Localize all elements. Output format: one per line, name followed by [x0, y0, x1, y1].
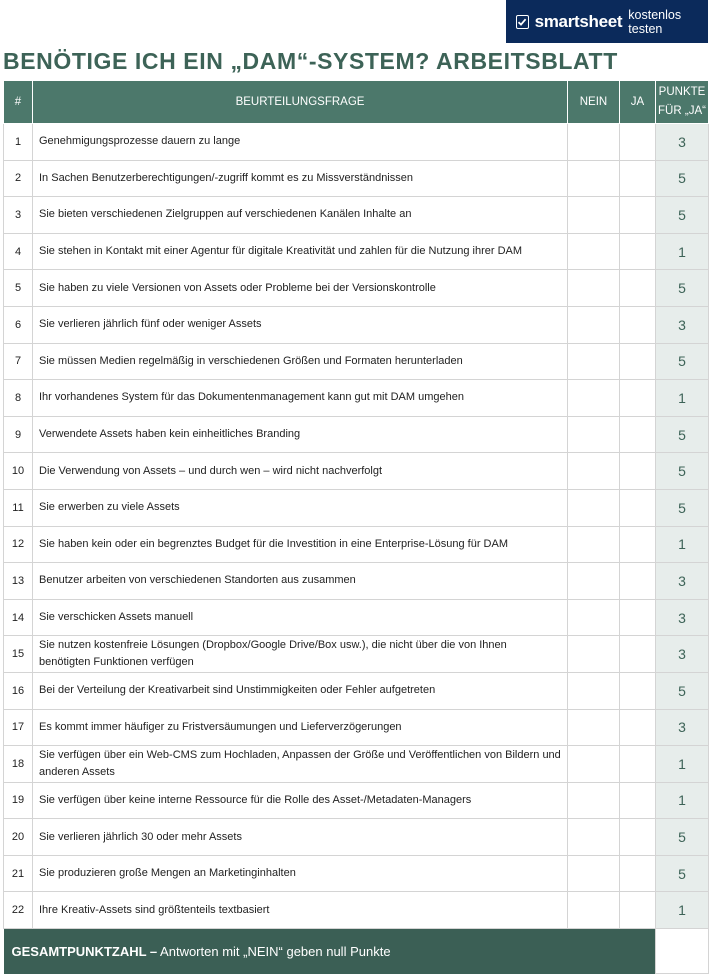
row-points: 5: [656, 489, 709, 526]
row-number: 18: [4, 746, 33, 783]
row-number: 13: [4, 563, 33, 600]
table-row: [4, 855, 709, 892]
row-number: 11: [4, 489, 33, 526]
table-header-row: [4, 81, 709, 124]
row-points: 1: [656, 782, 709, 819]
table-row: [4, 746, 709, 783]
no-answer-cell[interactable]: [568, 453, 620, 490]
row-question: Sie verfügen über keine interne Ressource für die Rolle des Asset-/Metadaten-Managers: [33, 782, 568, 819]
yes-answer-cell[interactable]: [620, 819, 656, 856]
yes-answer-cell[interactable]: [620, 892, 656, 929]
row-number: 1: [4, 124, 33, 161]
row-points: 5: [656, 416, 709, 453]
row-number: 19: [4, 782, 33, 819]
yes-answer-cell[interactable]: [620, 563, 656, 600]
row-question: Bei der Verteilung der Kreativarbeit sind Unstimmigkeiten oder Fehler aufgetreten: [33, 672, 568, 709]
yes-answer-cell[interactable]: [620, 197, 656, 234]
row-question: Ihr vorhandenes System für das Dokumentenmanagement kann gut mit DAM umgehen: [33, 380, 568, 417]
no-answer-cell[interactable]: [568, 124, 620, 161]
row-number: 17: [4, 709, 33, 746]
row-question: Benutzer arbeiten von verschiedenen Standorten aus zusammen: [33, 563, 568, 600]
row-question: Die Verwendung von Assets – und durch wen – wird nicht nachverfolgt: [33, 453, 568, 490]
header-points-line2: FÜR „JA“: [658, 105, 706, 117]
table-row: [4, 233, 709, 270]
row-number: 20: [4, 819, 33, 856]
table-row: [4, 380, 709, 417]
yes-answer-cell[interactable]: [620, 636, 656, 673]
row-question: In Sachen Benutzerberechtigungen/-zugriff kommt es zu Missverständnissen: [33, 160, 568, 197]
header-no: NEIN: [568, 81, 620, 124]
row-points: 1: [656, 233, 709, 270]
yes-answer-cell[interactable]: [620, 709, 656, 746]
row-number: 8: [4, 380, 33, 417]
yes-answer-cell[interactable]: [620, 124, 656, 161]
no-answer-cell[interactable]: [568, 855, 620, 892]
header-points-line1: PUNKTE: [658, 86, 706, 98]
yes-answer-cell[interactable]: [620, 599, 656, 636]
no-answer-cell[interactable]: [568, 526, 620, 563]
assessment-table: [3, 80, 709, 974]
row-number: 21: [4, 855, 33, 892]
row-question: Sie erwerben zu viele Assets: [33, 489, 568, 526]
row-points: 5: [656, 160, 709, 197]
row-question: Sie nutzen kostenfreie Lösungen (Dropbox/Google Drive/Box usw.), die nicht über die von Ihnen benötigten Funktionen verfügen: [33, 636, 568, 673]
no-answer-cell[interactable]: [568, 489, 620, 526]
row-number: 6: [4, 306, 33, 343]
row-number: 14: [4, 599, 33, 636]
row-number: 10: [4, 453, 33, 490]
row-number: 3: [4, 197, 33, 234]
row-number: 15: [4, 636, 33, 673]
no-answer-cell[interactable]: [568, 343, 620, 380]
no-answer-cell[interactable]: [568, 270, 620, 307]
row-question: Sie verlieren jährlich 30 oder mehr Assets: [33, 819, 568, 856]
yes-answer-cell[interactable]: [620, 782, 656, 819]
table-row: [4, 526, 709, 563]
yes-answer-cell[interactable]: [620, 233, 656, 270]
row-points: 5: [656, 270, 709, 307]
row-question: Sie haben kein oder ein begrenztes Budget für die Investition in eine Enterprise-Lösung für DAM: [33, 526, 568, 563]
yes-answer-cell[interactable]: [620, 343, 656, 380]
yes-answer-cell[interactable]: [620, 306, 656, 343]
no-answer-cell[interactable]: [568, 233, 620, 270]
row-points: 1: [656, 746, 709, 783]
header-yes: JA: [620, 81, 656, 124]
table-row: [4, 636, 709, 673]
no-answer-cell[interactable]: [568, 197, 620, 234]
table-row: [4, 453, 709, 490]
yes-answer-cell[interactable]: [620, 416, 656, 453]
no-answer-cell[interactable]: [568, 160, 620, 197]
yes-answer-cell[interactable]: [620, 855, 656, 892]
row-number: 9: [4, 416, 33, 453]
table-row: [4, 124, 709, 161]
header-question: BEURTEILUNGSFRAGE: [33, 81, 568, 124]
no-answer-cell[interactable]: [568, 782, 620, 819]
row-number: 16: [4, 672, 33, 709]
table-row: [4, 672, 709, 709]
table-row: [4, 197, 709, 234]
total-label-bold: GESAMTPUNKTZAHL –: [11, 943, 158, 959]
row-points: 1: [656, 380, 709, 417]
row-points: 3: [656, 709, 709, 746]
row-points: 5: [656, 855, 709, 892]
table-row: [4, 270, 709, 307]
row-points: 5: [656, 343, 709, 380]
no-answer-cell[interactable]: [568, 672, 620, 709]
free-trial-link[interactable]: kostenlos testen: [628, 7, 682, 36]
table-row: [4, 709, 709, 746]
row-number: 22: [4, 892, 33, 929]
page-title: BENÖTIGE ICH EIN „DAM“-SYSTEM? ARBEITSBLATT: [3, 48, 618, 74]
table-row: [4, 489, 709, 526]
table-row: [4, 563, 709, 600]
table-row: [4, 819, 709, 856]
total-row: [4, 929, 709, 974]
table-row: [4, 599, 709, 636]
yes-answer-cell[interactable]: [620, 746, 656, 783]
row-number: 4: [4, 233, 33, 270]
yes-answer-cell[interactable]: [620, 672, 656, 709]
row-points: 1: [656, 526, 709, 563]
row-question: Sie müssen Medien regelmäßig in verschiedenen Größen und Formaten herunterladen: [33, 343, 568, 380]
row-question: Es kommt immer häufiger zu Fristversäumungen und Lieferverzögerungen: [33, 709, 568, 746]
table-row: [4, 343, 709, 380]
no-answer-cell[interactable]: [568, 306, 620, 343]
row-points: 3: [656, 124, 709, 161]
yes-answer-cell[interactable]: [620, 160, 656, 197]
no-answer-cell[interactable]: [568, 563, 620, 600]
row-points: 5: [656, 819, 709, 856]
total-label: [4, 929, 656, 974]
yes-answer-cell[interactable]: [620, 526, 656, 563]
no-answer-cell[interactable]: [568, 599, 620, 636]
table-row: [4, 416, 709, 453]
row-points: 5: [656, 672, 709, 709]
row-points: 3: [656, 636, 709, 673]
table-row: [4, 160, 709, 197]
table-row: [4, 892, 709, 929]
no-answer-cell[interactable]: [568, 746, 620, 783]
row-question: Sie verlieren jährlich fünf oder weniger Assets: [33, 306, 568, 343]
no-answer-cell[interactable]: [568, 380, 620, 417]
table-row: [4, 306, 709, 343]
header-points: [656, 81, 709, 124]
yes-answer-cell[interactable]: [620, 380, 656, 417]
row-question: Genehmigungsprozesse dauern zu lange: [33, 124, 568, 161]
row-points: 5: [656, 453, 709, 490]
smartsheet-banner[interactable]: [506, 0, 708, 43]
no-answer-cell[interactable]: [568, 636, 620, 673]
row-question: Sie verfügen über ein Web-CMS zum Hochladen, Anpassen der Größe und Veröffentlichen von Bildern und anderen Assets: [33, 746, 568, 783]
yes-answer-cell[interactable]: [620, 489, 656, 526]
row-question: Sie stehen in Kontakt mit einer Agentur für digitale Kreativität und zahlen für die Nutzung ihrer DAM: [33, 233, 568, 270]
row-points: 3: [656, 563, 709, 600]
no-answer-cell[interactable]: [568, 892, 620, 929]
row-points: 1: [656, 892, 709, 929]
row-question: Sie verschicken Assets manuell: [33, 599, 568, 636]
header-num: #: [4, 81, 33, 124]
row-question: Verwendete Assets haben kein einheitliches Branding: [33, 416, 568, 453]
total-label-note: Antworten mit „NEIN“ geben null Punkte: [157, 943, 391, 959]
row-points: 3: [656, 306, 709, 343]
row-number: 7: [4, 343, 33, 380]
no-answer-cell[interactable]: [568, 709, 620, 746]
table-row: [4, 782, 709, 819]
row-number: 5: [4, 270, 33, 307]
brand-name: smartsheet: [534, 11, 623, 31]
row-question: Sie haben zu viele Versionen von Assets oder Probleme bei der Versionskontrolle: [33, 270, 568, 307]
total-score-input[interactable]: [656, 929, 709, 974]
row-points: 3: [656, 599, 709, 636]
row-points: 5: [656, 197, 709, 234]
row-number: 12: [4, 526, 33, 563]
row-question: Sie bieten verschiedenen Zielgruppen auf verschiedenen Kanälen Inhalte an: [33, 197, 568, 234]
no-answer-cell[interactable]: [568, 819, 620, 856]
row-question: Sie produzieren große Mengen an Marketinginhalten: [33, 855, 568, 892]
checkmark-icon: [516, 15, 529, 29]
no-answer-cell[interactable]: [568, 416, 620, 453]
row-question: Ihre Kreativ-Assets sind größtenteils textbasiert: [33, 892, 568, 929]
yes-answer-cell[interactable]: [620, 453, 656, 490]
row-number: 2: [4, 160, 33, 197]
yes-answer-cell[interactable]: [620, 270, 656, 307]
